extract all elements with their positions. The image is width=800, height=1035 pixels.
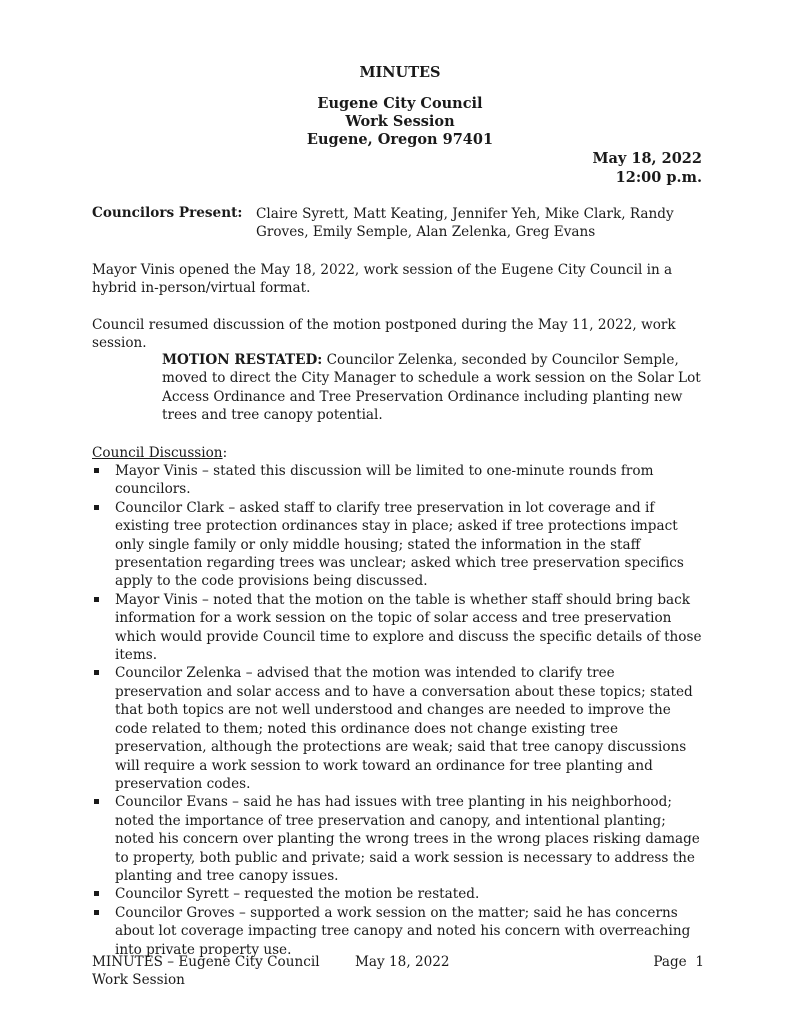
meeting-time: 12:00 p.m. (615, 169, 702, 186)
discussion-item-text: Councilor Zelenka – advised that the motion was intended to clarify tree preservation and solar access and to have a conversation about these topics; stated that both topics are not well understood and changes are needed to improve the code related to them; noted this ordinance does not change existing tree preservation, although the protections are weak; said that tree canopy discussions will require a work session to work toward an ordinance for tree planting and preservation codes. (115, 665, 693, 792)
discussion-list (92, 462, 706, 959)
footer-left (92, 953, 320, 990)
motion-restated (162, 351, 702, 425)
opening-paragraph: Mayor Vinis opened the May 18, 2022, work session of the Eugene City Council in a hybrid in-person/virtual format. (92, 262, 673, 297)
discussion-item-text: Councilor Clark – asked staff to clarify tree preservation in lot coverage and if existing tree protection ordinances stay in place; asked if tree protections impact only single family or only middle housing; stated the information in the staff presentation regarding trees was unclear; asked which tree preservation specifics apply to the code provisions being discussed. (115, 499, 684, 590)
councilors-present-label: Councilors Present: (92, 205, 243, 221)
discussion-title-colon: : (222, 445, 228, 461)
discussion-item (92, 793, 706, 885)
discussion-item (92, 885, 706, 903)
bullet-square-icon (94, 910, 99, 915)
discussion-heading (92, 444, 227, 462)
discussion-item-text: Mayor Vinis – noted that the motion on the table is whether staff should bring back information for a work session on the topic of solar access and tree preservation which would provide Council time to explore and discuss the specific details of those items. (115, 591, 702, 664)
document-title: MINUTES (359, 64, 441, 81)
discussion-item-text: Mayor Vinis – stated this discussion will be limited to one-minute rounds from councilors. (115, 463, 654, 498)
councilors-present-names: Claire Syrett, Matt Keating, Jennifer Yeh, Mike Clark, Randy Groves, Emily Semple, Alan Zelenka, Greg Evans (256, 206, 674, 241)
bullet-square-icon (94, 597, 99, 602)
bullet-square-icon (94, 891, 99, 896)
resumed-paragraph: Council resumed discussion of the motion postponed during the May 11, 2022, work session. (92, 317, 676, 352)
meeting-type: Work Session (345, 113, 455, 130)
motion-label: MOTION RESTATED: (162, 352, 323, 368)
discussion-item (92, 904, 706, 959)
discussion-title: Council Discussion (92, 445, 223, 461)
meeting-date: May 18, 2022 (592, 150, 702, 167)
footer-subtitle: Work Session (92, 972, 185, 989)
discussion-item-text: Councilor Evans – said he has had issues with tree planting in his neighborhood; noted the importance of tree preservation and canopy, and intentional planting; noted his concern over planting the wrong trees in the wrong places risking damage to property, both public and private; said a work session is necessary to address the planting and tree canopy issues. (115, 794, 700, 884)
discussion-item-text: Councilor Groves – supported a work session on the matter; said he has concerns about lot coverage impacting tree canopy and noted his concern with overreaching into private property use. (115, 904, 691, 958)
council-name: Eugene City Council (317, 95, 483, 112)
footer-title: MINUTES – Eugene City Council (92, 954, 320, 970)
discussion-item (92, 664, 706, 793)
bullet-square-icon (94, 799, 99, 804)
bullet-square-icon (94, 468, 99, 473)
bullet-square-icon (94, 670, 99, 675)
bullet-square-icon (94, 505, 99, 510)
meeting-location: Eugene, Oregon 97401 (306, 131, 494, 148)
discussion-item (92, 499, 706, 591)
discussion-item (92, 591, 706, 665)
footer-date: May 18, 2022 (355, 954, 450, 970)
discussion-item-text: Councilor Syrett – requested the motion be restated. (115, 886, 480, 903)
discussion-item (92, 462, 706, 499)
footer-page-number: Page 1 (653, 954, 704, 970)
motion-text: Councilor Zelenka, seconded by Councilor Semple, moved to direct the City Manager to schedule a work session on the Solar Lot Access Ordinance and Tree Preservation Ordinance including planting new trees and tree canopy potential. (162, 352, 701, 424)
